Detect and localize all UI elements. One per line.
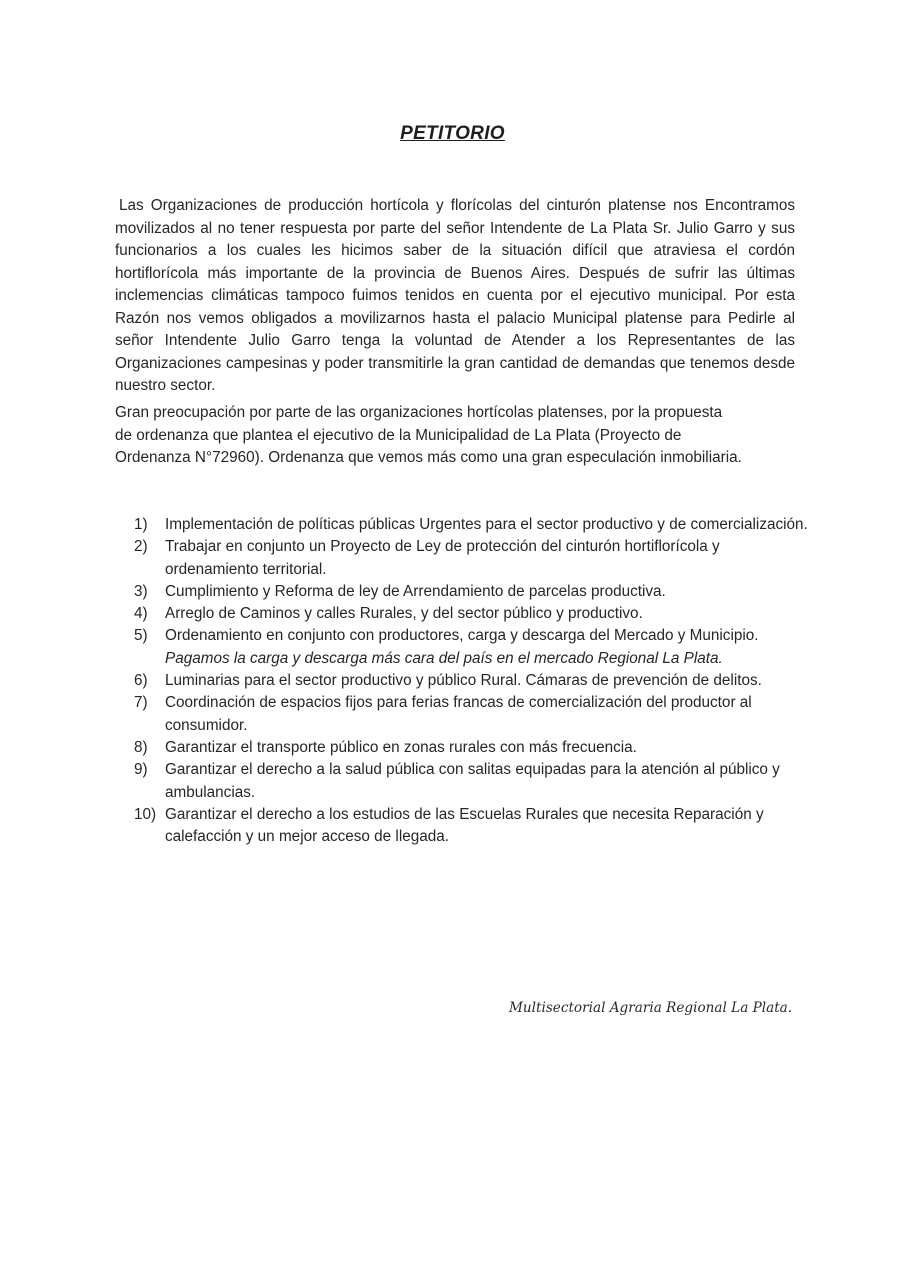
demand-text: Luminarias para el sector productivo y público Rural. Cámaras de prevención de delitos. <box>165 672 762 690</box>
demand-number: 9) <box>134 761 148 779</box>
demand-number: 8) <box>134 738 148 756</box>
signature: Multisectorial Agraria Regional La Plata. <box>509 1000 793 1016</box>
demand-italic-note: Pagamos la carga y descarga más cara del país en el mercado Regional La Plata. <box>165 649 723 667</box>
demand-text: Ordenamiento en conjunto con productores, carga y descarga del Mercado y Municipio. <box>165 627 759 645</box>
demand-item <box>134 737 814 759</box>
demand-item <box>134 603 814 625</box>
intro-paragraph: Las Organizaciones de producción hortícola y florícolas del cinturón platense nos Encontramos movilizados al no tener respuesta por parte del señor Intendente de La Plata Sr. Julio Garro y sus funcionarios a los cuales les hicimos saber de la situación difícil que atraviesa el cordón hortiflorícola más importante de la provincia de Buenos Aires. Después de sufrir las últimas inclemencias climáticas tampoco fuimos tenidos en cuenta por el ejecutivo municipal. Por esta Razón nos vemos obligados a movilizarnos hasta el palacio Municipal platense para Pedirle al señor Intendente Julio Garro tenga la voluntad de Atender a los Representantes de las Organizaciones campesinas y poder transmitirle la gran cantidad de demandas que tenemos desde nuestro sector. <box>115 197 795 395</box>
demand-text: Implementación de políticas públicas Urgentes para el sector productivo y de comercialización. <box>165 516 808 533</box>
demand-text: Garantizar el derecho a los estudios de las Escuelas Rurales que necesita Reparación y calefacción y un mejor acceso de llegada. <box>165 805 764 846</box>
concern-line: Ordenanza N°72960). Ordenanza que vemos más como una gran especulación inmobiliaria. <box>115 449 742 466</box>
demand-number: 7) <box>134 694 148 712</box>
concern-paragraph <box>115 402 805 470</box>
demand-text: Garantizar el transporte público en zonas rurales con más frecuencia. <box>165 738 637 756</box>
demand-item <box>134 670 814 692</box>
demand-number: 2) <box>134 538 148 556</box>
demand-item <box>134 581 814 603</box>
demand-number: 3) <box>134 582 148 600</box>
demand-number: 6) <box>134 672 148 690</box>
demand-text: Garantizar el derecho a la salud pública con salitas equipadas para la atención al público y ambulancias. <box>165 761 780 801</box>
demand-item <box>134 514 814 536</box>
demands-list <box>134 514 814 848</box>
demand-text: Trabajar en conjunto un Proyecto de Ley de protección del cinturón hortiflorícola y ordenamiento territorial. <box>165 538 720 578</box>
demand-item <box>134 536 814 581</box>
demand-number: 1) <box>134 516 148 533</box>
demand-number: 5) <box>134 627 148 645</box>
demand-text: Coordinación de espacios fijos para ferias francas de comercialización del productor al consumidor. <box>165 694 752 734</box>
demand-text: Cumplimiento y Reforma de ley de Arrendamiento de parcelas productiva. <box>165 582 666 600</box>
document-title: PETITORIO <box>400 122 505 144</box>
concern-line: Gran preocupación por parte de las organizaciones hortícolas platenses, por la propuesta <box>115 404 723 421</box>
demand-item <box>134 692 814 737</box>
demand-text: Arreglo de Caminos y calles Rurales, y del sector público y productivo. <box>165 605 643 623</box>
demand-item <box>134 625 814 670</box>
demand-item <box>134 759 814 804</box>
demand-number: 4) <box>134 605 148 623</box>
demand-number: 10) <box>134 805 157 823</box>
concern-line: de ordenanza que plantea el ejecutivo de la Municipalidad de La Plata (Proyecto de <box>115 426 682 444</box>
demand-item <box>134 804 814 849</box>
